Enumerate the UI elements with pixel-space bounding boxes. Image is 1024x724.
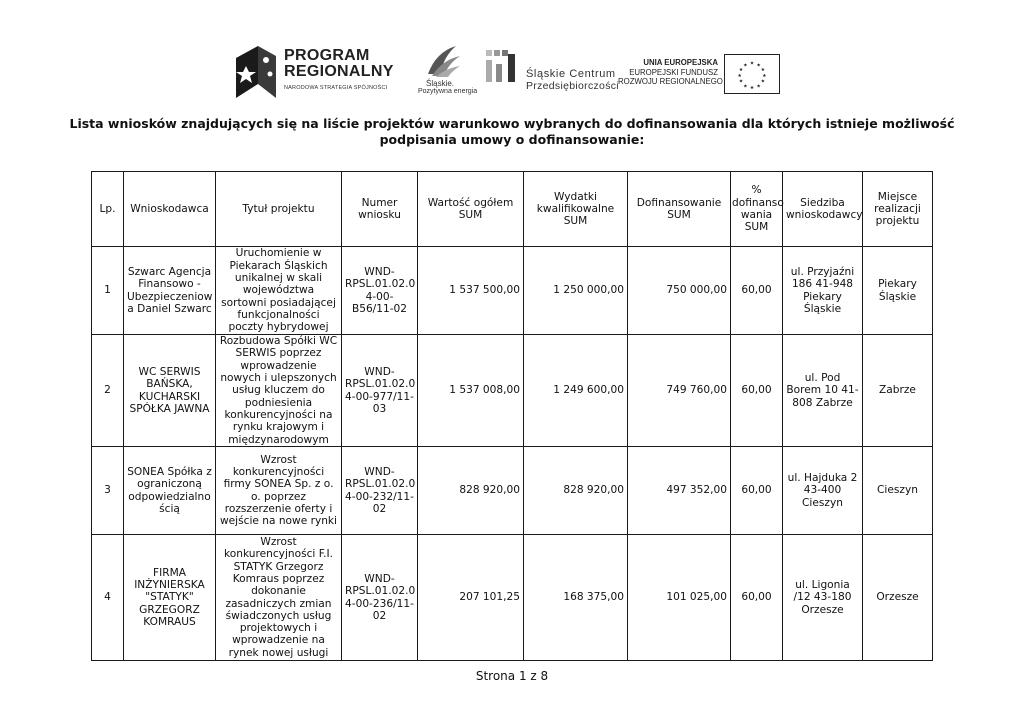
cell-wydatki: 1 250 000,00 bbox=[524, 247, 628, 335]
cell-miejsce: Zabrze bbox=[863, 335, 933, 447]
slaskie-line2: Pozytywna energia bbox=[418, 88, 478, 95]
slaskie-logo bbox=[420, 40, 476, 100]
svg-text:★: ★ bbox=[760, 79, 766, 85]
svg-text:★: ★ bbox=[743, 84, 748, 90]
cell-tytul: Rozbudowa Spółki WC SERWIS poprzez wprowadzenie nowych i ulepszonych usług kluczem do podniesienia konkurencyjności na rynku krajowym i międzynarodowym bbox=[216, 335, 342, 447]
header-dofinansowanie: Dofinansowanie SUM bbox=[628, 172, 731, 247]
slaskie-line1: Śląskie. bbox=[426, 79, 455, 88]
header-wartosc: Wartość ogółem SUM bbox=[418, 172, 524, 247]
svg-text:★: ★ bbox=[760, 68, 766, 74]
projects-table bbox=[91, 171, 933, 661]
svg-text:★: ★ bbox=[738, 68, 744, 74]
program-regionalny-emblem-icon bbox=[232, 44, 278, 98]
cell-wartosc: 1 537 500,00 bbox=[418, 247, 524, 335]
svg-text:★: ★ bbox=[743, 63, 748, 69]
program-regionalny-title: PROGRAM REGIONALNY bbox=[284, 47, 394, 80]
centrum-bars-icon bbox=[484, 48, 520, 84]
cell-procent: 60,00 bbox=[731, 535, 783, 661]
cell-dofinansowanie: 101 025,00 bbox=[628, 535, 731, 661]
header-numer: Numer wniosku bbox=[342, 172, 418, 247]
cell-siedziba: ul. Pod Borem 10 41-808 Zabrze bbox=[783, 335, 863, 447]
header-tytul: Tytuł projektu bbox=[216, 172, 342, 247]
svg-text:★: ★ bbox=[737, 73, 742, 79]
cell-numer: WND-RPSL.01.02.0 4-00-232/11-02 bbox=[342, 447, 418, 535]
cell-siedziba: ul. Ligonia /12 43-180 Orzesze bbox=[783, 535, 863, 661]
cell-numer: WND-RPSL.01.02.0 4-00-B56/11-02 bbox=[342, 247, 418, 335]
centrum-line1: Śląskie Centrum bbox=[526, 68, 616, 80]
eu-flag-icon bbox=[724, 54, 780, 94]
program-regionalny-subtitle: NARODOWA STRATEGIA SPÓJNOŚCI bbox=[284, 85, 388, 91]
header-procent: % dofinanso wania SUM bbox=[731, 172, 783, 247]
cell-wydatki: 168 375,00 bbox=[524, 535, 628, 661]
cell-tytul: Wzrost konkurencyjności F.I. STATYK Grzegorz Komraus poprzez dokonanie zasadniczych zmian świadczonych usług projektowych i wprowadzenie na rynek nowej usługi bbox=[216, 535, 342, 661]
cell-dofinansowanie: 750 000,00 bbox=[628, 247, 731, 335]
page-footer: Strona 1 z 8 bbox=[475, 669, 549, 683]
cell-procent: 60,00 bbox=[731, 247, 783, 335]
cell-tytul: Wzrost konkurencyjności firmy SONEA Sp. z o. o. poprzez rozszerzenie oferty i wejście na nowe rynki bbox=[216, 447, 342, 535]
cell-siedziba: ul. Hajduka 2 43-400 Cieszyn bbox=[783, 447, 863, 535]
program-regionalny-logo bbox=[232, 40, 402, 100]
table-row bbox=[92, 447, 933, 535]
table-row bbox=[92, 335, 933, 447]
table-row bbox=[92, 247, 933, 335]
svg-text:★: ★ bbox=[756, 84, 761, 90]
cell-numer: WND-RPSL.01.02.0 4-00-977/11-03 bbox=[342, 335, 418, 447]
unia-europejska-logo bbox=[618, 40, 786, 100]
cell-wartosc: 1 537 008,00 bbox=[418, 335, 524, 447]
table-row bbox=[92, 535, 933, 661]
cell-wartosc: 207 101,25 bbox=[418, 535, 524, 661]
centrum-line2: Przedsiębiorczości bbox=[526, 80, 619, 92]
header-wydatki: Wydatki kwalifikowalne SUM bbox=[524, 172, 628, 247]
cell-wydatki: 1 249 600,00 bbox=[524, 335, 628, 447]
slaskie-wings-icon bbox=[422, 44, 462, 78]
cell-dofinansowanie: 497 352,00 bbox=[628, 447, 731, 535]
cell-lp: 4 bbox=[92, 535, 124, 661]
table-header-row bbox=[92, 172, 933, 247]
cell-miejsce: Orzesze bbox=[863, 535, 933, 661]
cell-numer: WND-RPSL.01.02.0 4-00-236/11-02 bbox=[342, 535, 418, 661]
unia-europejska-text: UNIA EUROPEJSKA EUROPEJSKI FUNDUSZ ROZWOJU REGIONALNEGO bbox=[618, 58, 723, 86]
header-wnioskodawca: Wnioskodawca bbox=[124, 172, 216, 247]
cell-wnioskodawca: Szwarc Agencja Finansowo - Ubezpieczeniow a Daniel Szwarc bbox=[124, 247, 216, 335]
cell-tytul: Uruchomienie w Piekarach Śląskich unikalnej w skali województwa sortowni posiadającej funkcjonalności poczty hybrydowej bbox=[216, 247, 342, 335]
cell-wnioskodawca: FIRMA INŻYNIERSKA "STATYK" GRZEGORZ KOMRAUS bbox=[124, 535, 216, 661]
svg-text:★: ★ bbox=[749, 86, 755, 92]
cell-siedziba: ul. Przyjaźni 186 41-948 Piekary Śląskie bbox=[783, 247, 863, 335]
cell-miejsce: Cieszyn bbox=[863, 447, 933, 535]
header-lp: Lp. bbox=[92, 172, 124, 247]
cell-lp: 3 bbox=[92, 447, 124, 535]
svg-text:★: ★ bbox=[756, 63, 761, 69]
header-siedziba: Siedziba wnioskodawcy bbox=[783, 172, 863, 247]
cell-dofinansowanie: 749 760,00 bbox=[628, 335, 731, 447]
cell-miejsce: Piekary Śląskie bbox=[863, 247, 933, 335]
cell-wartosc: 828 920,00 bbox=[418, 447, 524, 535]
cell-procent: 60,00 bbox=[731, 335, 783, 447]
slaskie-centrum-logo bbox=[484, 40, 619, 100]
cell-wnioskodawca: WC SERWIS BAŃSKA, KUCHARSKI SPÓŁKA JAWNA bbox=[124, 335, 216, 447]
svg-text:★: ★ bbox=[762, 73, 767, 79]
header-miejsce: Miejsce realizacji projektu bbox=[863, 172, 933, 247]
svg-text:★: ★ bbox=[749, 61, 755, 67]
cell-lp: 2 bbox=[92, 335, 124, 447]
cell-procent: 60,00 bbox=[731, 447, 783, 535]
logo-bar bbox=[0, 40, 1024, 102]
svg-text:★: ★ bbox=[738, 79, 744, 85]
page-title: Lista wniosków znajdujących się na liście projektów warunkowo wybranych do dofinansowania dla których istnieje możliwość podpisania umowy o dofinansowanie: bbox=[69, 116, 955, 147]
cell-wydatki: 828 920,00 bbox=[524, 447, 628, 535]
cell-wnioskodawca: SONEA Spółka z ograniczoną odpowiedzialno ścią bbox=[124, 447, 216, 535]
cell-lp: 1 bbox=[92, 247, 124, 335]
